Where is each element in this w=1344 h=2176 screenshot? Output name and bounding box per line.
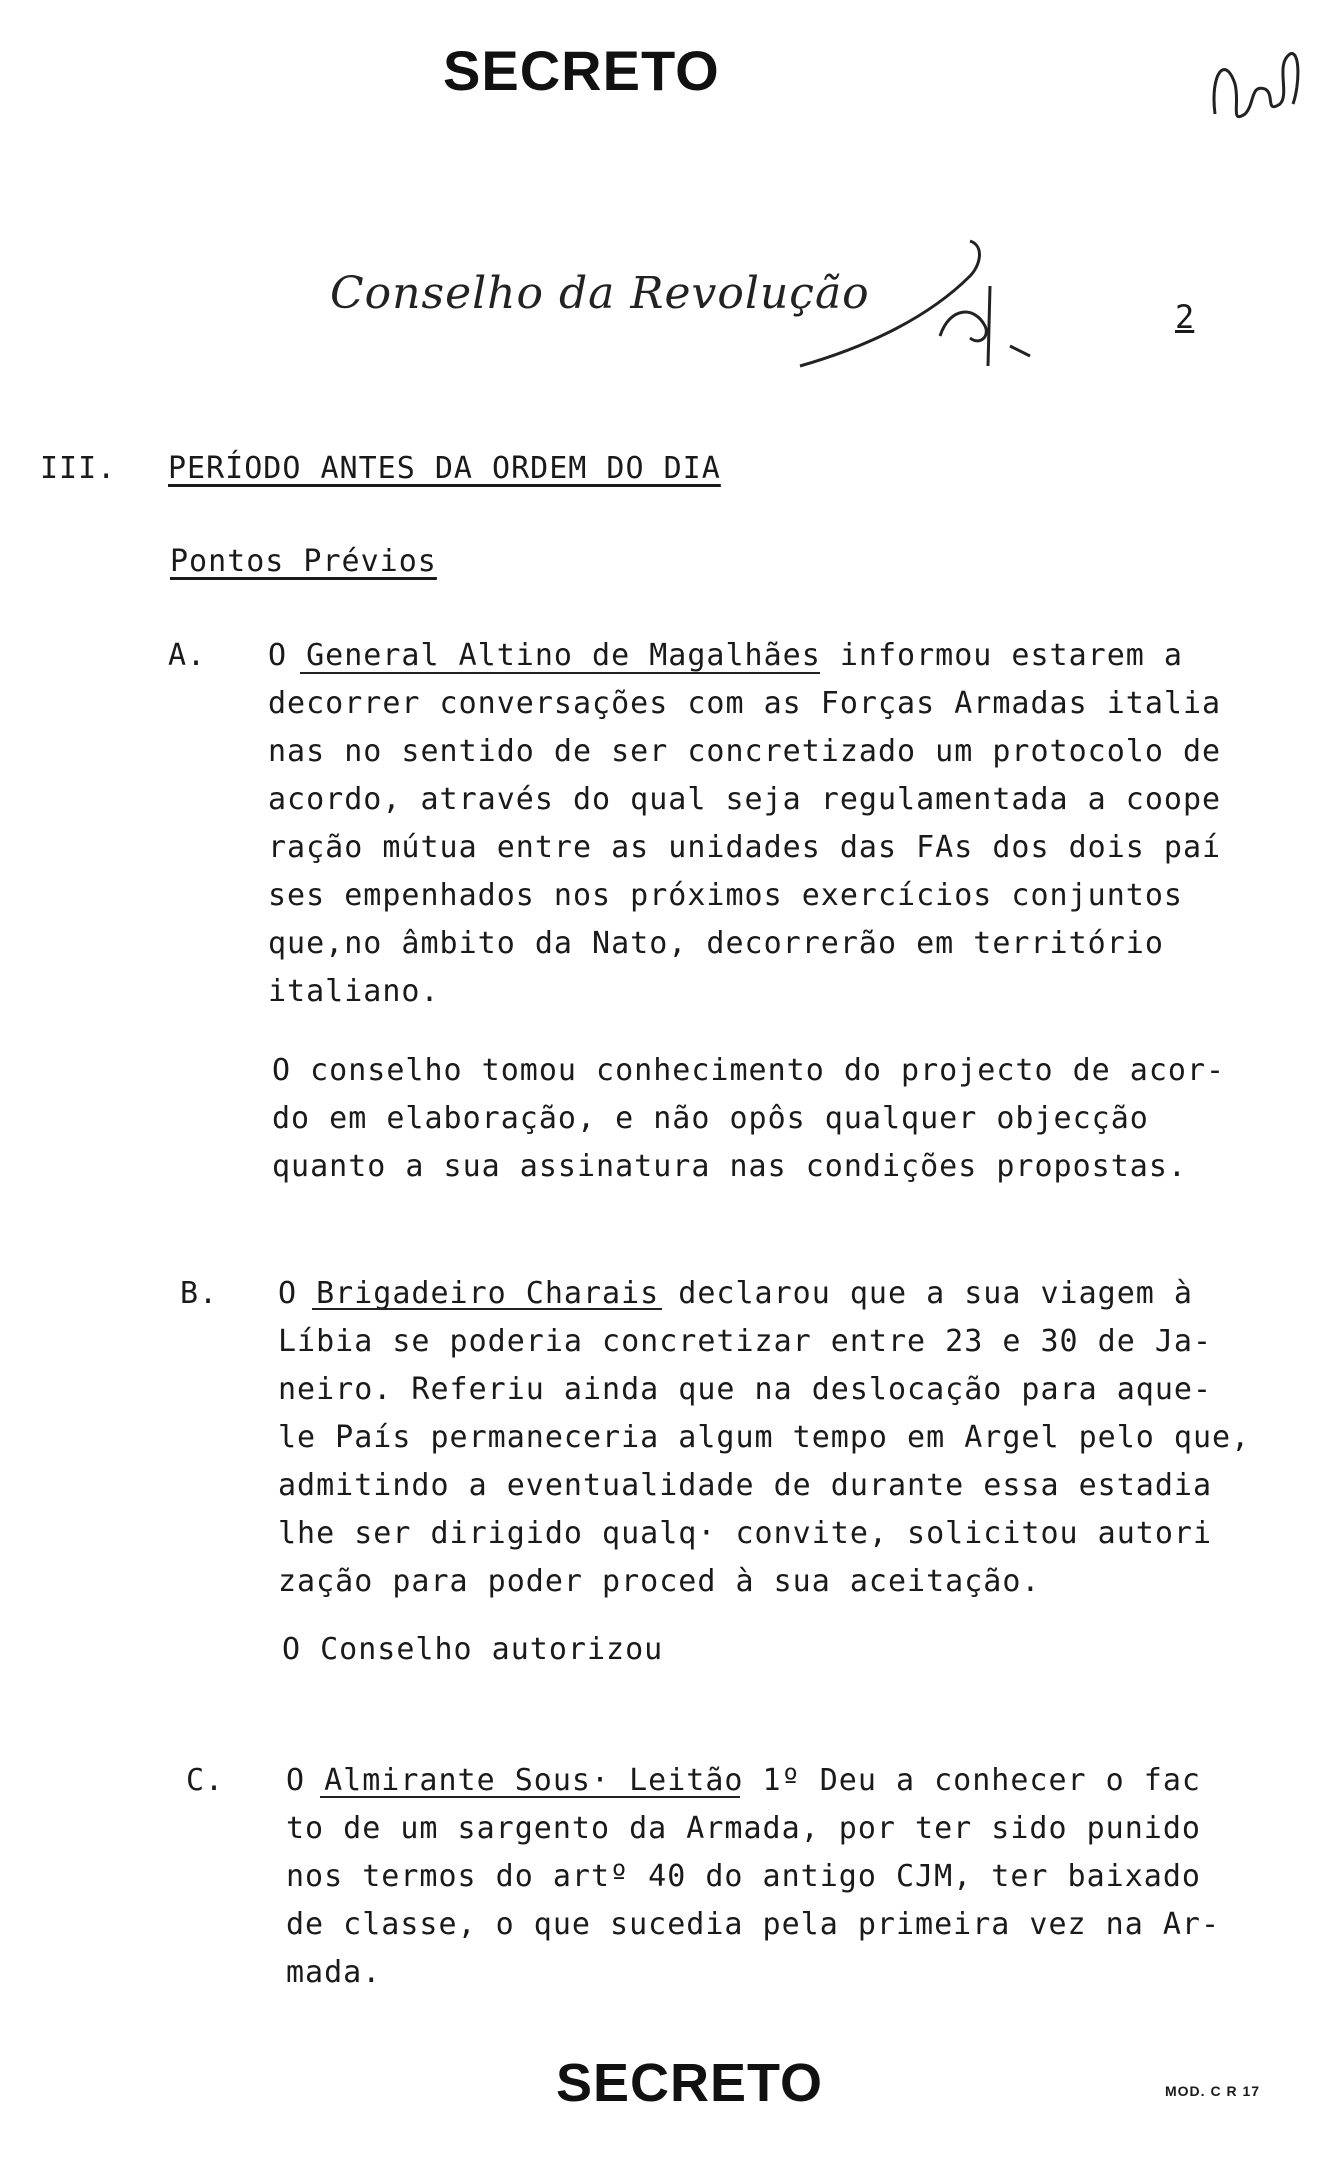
text-line: mada. xyxy=(286,1955,382,1990)
classification-stamp-top: SECRETO xyxy=(443,39,720,102)
text-line: O conselho tomou conhecimento do projecto de acor- xyxy=(272,1053,1226,1088)
initials-mark-icon xyxy=(790,226,1070,390)
item-a-decision xyxy=(272,1047,1225,1191)
form-code: MOD. C R 17 xyxy=(1165,2083,1261,2099)
item-b-paragraph xyxy=(278,1270,1250,1606)
text-line: ses empenhados nos próximos exercícios conjuntos xyxy=(268,878,1183,913)
text-line: nos termos do artº 40 do antigo CJM, ter baixado xyxy=(286,1859,1201,1894)
text-line: admitindo a eventualidade de durante essa estadia xyxy=(278,1468,1213,1503)
text-line: acordo, através do qual seja regulamentada a coope xyxy=(268,782,1222,817)
name-underline xyxy=(320,1796,740,1798)
text-line: neiro. Referiu ainda que na deslocação para aque- xyxy=(278,1372,1213,1407)
item-a-paragraph xyxy=(268,632,1221,1016)
letterhead-title: Conselho da Revolução xyxy=(330,268,870,319)
text-line: O Brigadeiro Charais declarou que a sua viagem à xyxy=(278,1276,1193,1311)
section-number: III. xyxy=(40,451,117,486)
text-line: ração mútua entre as unidades das FAs dos dois paí xyxy=(268,830,1222,865)
text-line: que,no âmbito da Nato, decorrerão em território xyxy=(268,926,1164,961)
text-line: de classe, o que sucedia pela primeira vez na Ar- xyxy=(286,1907,1221,1942)
text-line: O Conselho autorizou xyxy=(282,1632,664,1667)
text-line: zação para poder proced à sua aceitação. xyxy=(278,1564,1041,1599)
text-line: quanto a sua assinatura nas condições propostas. xyxy=(272,1149,1187,1184)
name-underline xyxy=(312,1308,662,1310)
text-line: Líbia se poderia concretizar entre 23 e 30 de Ja- xyxy=(278,1324,1213,1359)
text-line: le País permaneceria algum tempo em Argel pelo que, xyxy=(278,1420,1251,1455)
text-line: lhe ser dirigido qualq· convite, solicitou autori xyxy=(278,1516,1213,1551)
item-c-paragraph xyxy=(286,1757,1220,1997)
subsection-title: Pontos Prévios xyxy=(170,544,437,579)
text-line: nas no sentido de ser concretizado um protocolo de xyxy=(268,734,1222,769)
classification-stamp-bottom: SECRETO xyxy=(556,2053,824,2113)
item-label-c: C. xyxy=(186,1763,225,1798)
text-line: to de um sargento da Armada, por ter sido punido xyxy=(286,1811,1201,1846)
item-label-b: B. xyxy=(180,1276,219,1311)
name-underline xyxy=(300,672,820,674)
section-title: PERÍODO ANTES DA ORDEM DO DIA xyxy=(168,451,721,486)
item-label-a: A. xyxy=(168,638,207,673)
signature-icon xyxy=(1205,44,1305,148)
text-line: O Almirante Sous· Leitão 1º Deu a conhecer o fac xyxy=(286,1763,1201,1798)
item-b-decision xyxy=(282,1626,663,1674)
text-line: O General Altino de Magalhães informou estarem a xyxy=(268,638,1183,673)
text-line: italiano. xyxy=(268,974,440,1009)
text-line: do em elaboração, e não opôs qualquer objecção xyxy=(272,1101,1149,1136)
page-number: 2 xyxy=(1175,298,1195,336)
text-line: decorrer conversações com as Forças Armadas italia xyxy=(268,686,1222,721)
